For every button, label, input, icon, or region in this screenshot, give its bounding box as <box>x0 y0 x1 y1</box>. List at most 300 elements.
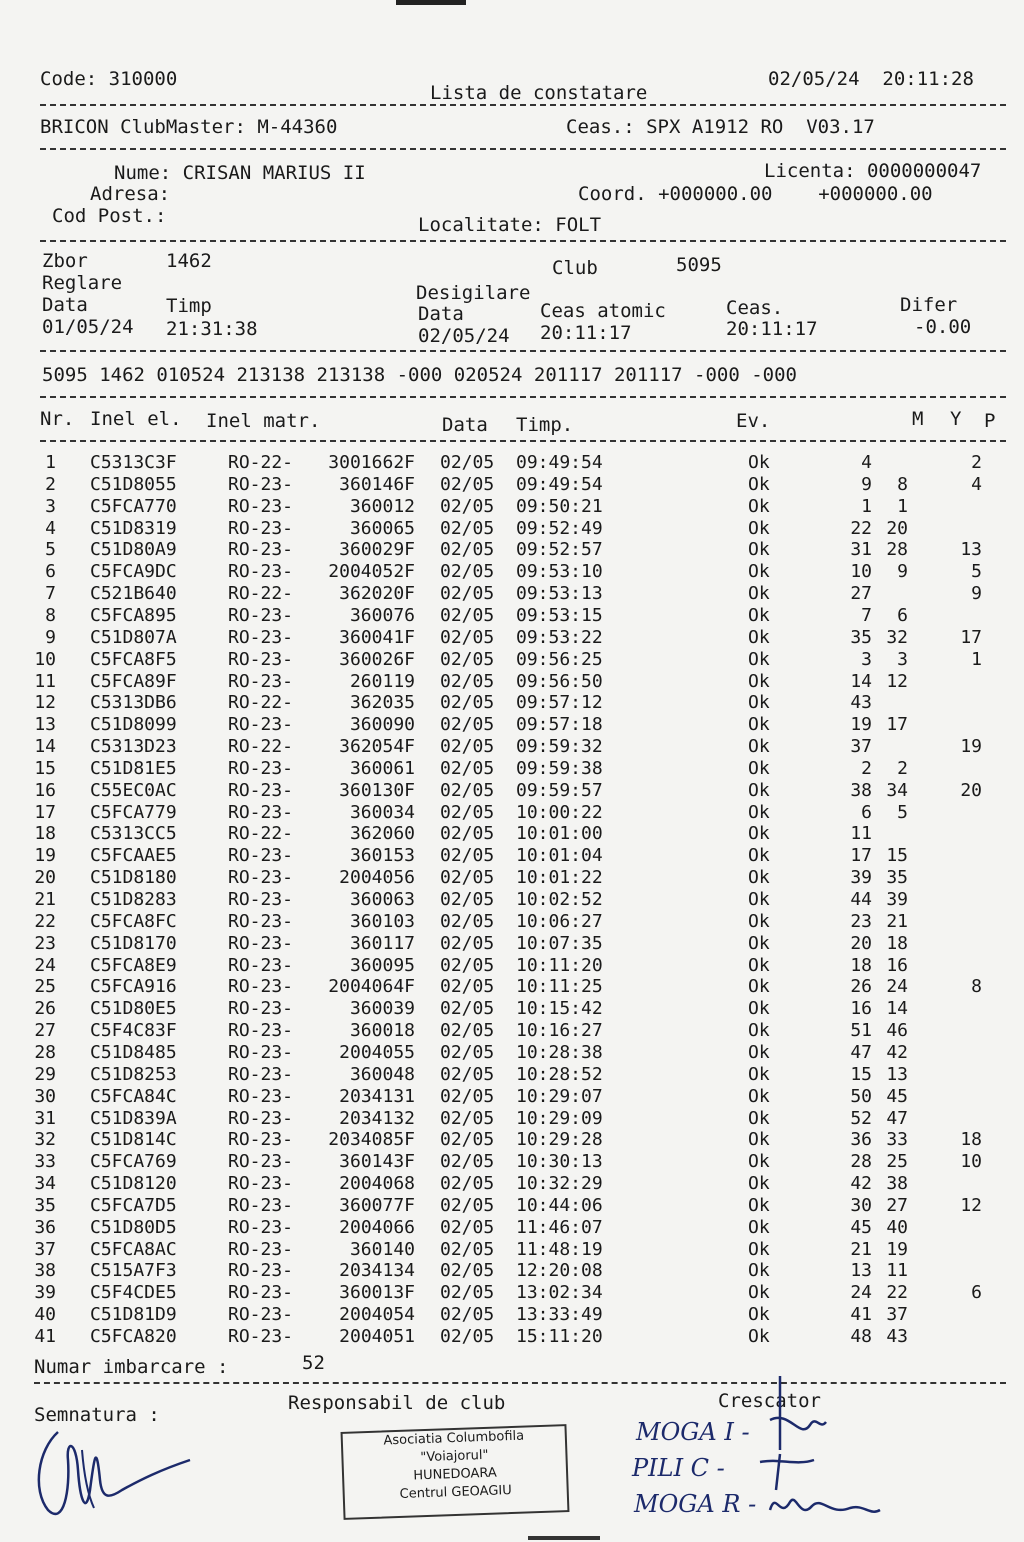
cell-y: 19 <box>886 1238 908 1260</box>
cell-p: 13 <box>960 539 982 561</box>
cell-nr: 9 <box>45 626 56 648</box>
cell-m: 20 <box>850 932 872 954</box>
cell-ev: Ok <box>748 1063 770 1085</box>
cell-m: 10 <box>850 561 872 583</box>
cell-data: 02/05 <box>440 1216 495 1238</box>
cell-m: 38 <box>850 779 872 801</box>
cell-el: C51D81E5 <box>90 757 177 779</box>
cell-nr: 34 <box>34 1173 56 1195</box>
cell-timp: 09:59:57 <box>516 779 603 801</box>
clock-info: Ceas.: SPX A1912 RO V03.17 <box>566 116 875 138</box>
cell-nr: 3 <box>45 495 56 517</box>
cell-timp: 10:44:06 <box>516 1194 603 1216</box>
stamp-line: HUNEDOARA <box>413 1465 498 1484</box>
cell-el: C5FCA8E9 <box>90 954 177 976</box>
cell-data: 02/05 <box>440 495 495 517</box>
cell-data: 02/05 <box>440 1107 495 1129</box>
divider <box>40 396 1006 398</box>
cell-m: 9 <box>861 473 872 495</box>
cell-pref: RO-22- <box>228 583 294 605</box>
cell-pref: RO-23- <box>228 539 294 561</box>
cell-nr: 13 <box>34 714 56 736</box>
table-row <box>0 1086 1024 1108</box>
cell-m: 30 <box>850 1194 872 1216</box>
cell-y: 3 <box>897 648 908 670</box>
cell-p: 17 <box>960 626 982 648</box>
cell-el: C51D8180 <box>90 867 177 889</box>
cell-m: 21 <box>850 1238 872 1260</box>
cell-data: 02/05 <box>440 823 495 845</box>
reglare-timp-label: Timp <box>166 295 212 317</box>
table-row <box>0 539 1024 561</box>
cell-nr: 20 <box>34 867 56 889</box>
cell-matr: 360012 <box>349 495 415 517</box>
postcode-label: Cod Post.: <box>52 205 167 227</box>
cell-el: C51D8485 <box>90 1041 177 1063</box>
cell-timp: 13:33:49 <box>516 1304 603 1326</box>
table-row <box>0 780 1024 802</box>
cell-y: 46 <box>886 1020 908 1042</box>
cell-nr: 37 <box>34 1238 56 1260</box>
cell-matr: 360076 <box>349 604 415 626</box>
cell-matr: 360041F <box>339 626 415 648</box>
cell-ev: Ok <box>748 561 770 583</box>
cell-data: 02/05 <box>440 626 495 648</box>
cell-ev: Ok <box>748 801 770 823</box>
cell-el: C5FCA769 <box>90 1151 177 1173</box>
cell-timp: 09:57:12 <box>516 692 603 714</box>
cell-ev: Ok <box>748 932 770 954</box>
print-datetime: 02/05/24 20:11:28 <box>768 68 974 90</box>
cell-data: 02/05 <box>440 845 495 867</box>
ceas-label: Ceas. <box>726 297 784 319</box>
cell-el: C5F4CDE5 <box>90 1282 177 1304</box>
cell-el: C5313CC5 <box>90 823 177 845</box>
cell-m: 41 <box>850 1304 872 1326</box>
table-row <box>0 1151 1024 1173</box>
col-inel-el: Inel el. <box>90 408 182 430</box>
table-row <box>0 1326 1024 1348</box>
cell-data: 02/05 <box>440 932 495 954</box>
cell-nr: 36 <box>34 1216 56 1238</box>
coordinates: Coord. +000000.00 +000000.00 <box>578 183 933 205</box>
handwritten-line: PILI C - <box>632 1454 725 1482</box>
cell-timp: 09:59:38 <box>516 757 603 779</box>
cell-nr: 22 <box>34 910 56 932</box>
cell-p: 20 <box>960 779 982 801</box>
cell-y: 43 <box>886 1326 908 1347</box>
cell-el: C51D8055 <box>90 473 177 495</box>
cell-matr: 360061 <box>349 757 415 779</box>
cell-timp: 10:01:00 <box>516 823 603 845</box>
cell-nr: 7 <box>45 583 56 605</box>
cell-m: 1 <box>861 495 872 517</box>
desigilare-label: Desigilare <box>416 282 531 304</box>
cell-data: 02/05 <box>440 998 495 1020</box>
cell-matr: 360153 <box>349 845 415 867</box>
cell-y: 8 <box>897 473 908 495</box>
table-row <box>0 802 1024 824</box>
cell-pref: RO-23- <box>228 1304 294 1326</box>
cell-m: 14 <box>850 670 872 692</box>
divider <box>40 440 1006 442</box>
table-row <box>0 1042 1024 1064</box>
cell-pref: RO-23- <box>228 604 294 626</box>
cell-data: 02/05 <box>440 539 495 561</box>
cell-m: 47 <box>850 1041 872 1063</box>
col-nr: Nr. <box>40 408 75 430</box>
cell-y: 2 <box>897 757 908 779</box>
cell-m: 31 <box>850 539 872 561</box>
table-row <box>0 496 1024 518</box>
code-label: Code: 310000 <box>40 68 178 90</box>
cell-matr: 2004064F <box>328 976 415 998</box>
cell-pref: RO-23- <box>228 889 294 910</box>
cell-pref: RO-23- <box>228 954 294 976</box>
cell-y: 42 <box>886 1041 908 1063</box>
cell-m: 42 <box>850 1173 872 1195</box>
cell-y: 40 <box>886 1216 908 1238</box>
table-row <box>0 649 1024 671</box>
table-row <box>0 955 1024 977</box>
semnatura-label: Semnatura : <box>34 1404 160 1426</box>
cell-nr: 8 <box>45 604 56 626</box>
cell-ev: Ok <box>748 1129 770 1151</box>
cell-matr: 2004051 <box>339 1326 415 1347</box>
table-row <box>0 1217 1024 1239</box>
reglare-data-label: Data <box>42 294 88 316</box>
cell-data: 02/05 <box>440 1304 495 1326</box>
cell-matr: 360026F <box>339 648 415 670</box>
cell-pref: RO-23- <box>228 1216 294 1238</box>
cell-m: 36 <box>850 1129 872 1151</box>
cell-data: 02/05 <box>440 736 495 758</box>
cell-data: 02/05 <box>440 517 495 539</box>
cell-data: 02/05 <box>440 889 495 910</box>
cell-pref: RO-23- <box>228 626 294 648</box>
reglare-timp: 21:31:38 <box>166 318 258 340</box>
cell-ev: Ok <box>748 692 770 714</box>
cell-ev: Ok <box>748 539 770 561</box>
cell-timp: 13:02:34 <box>516 1282 603 1304</box>
cell-timp: 09:53:15 <box>516 604 603 626</box>
table-row <box>0 452 1024 474</box>
cell-m: 4 <box>861 452 872 473</box>
cell-matr: 360034 <box>349 801 415 823</box>
cell-data: 02/05 <box>440 1282 495 1304</box>
table-row <box>0 583 1024 605</box>
cell-m: 45 <box>850 1216 872 1238</box>
cell-ev: Ok <box>748 976 770 998</box>
cell-timp: 10:07:35 <box>516 932 603 954</box>
cell-nr: 29 <box>34 1063 56 1085</box>
cell-timp: 10:11:20 <box>516 954 603 976</box>
cell-matr: 360146F <box>339 473 415 495</box>
cell-nr: 14 <box>34 736 56 758</box>
cell-el: C51D80A9 <box>90 539 177 561</box>
cell-data: 02/05 <box>440 1085 495 1107</box>
cell-data: 02/05 <box>440 1063 495 1085</box>
cell-m: 35 <box>850 626 872 648</box>
cell-matr: 2004054 <box>339 1304 415 1326</box>
cell-pref: RO-23- <box>228 1129 294 1151</box>
table-row <box>0 933 1024 955</box>
cell-el: C5FCA8FC <box>90 910 177 932</box>
ceas-value: 20:11:17 <box>726 318 818 340</box>
cell-nr: 25 <box>34 976 56 998</box>
cell-ev: Ok <box>748 1194 770 1216</box>
license: Licenta: 0000000047 <box>764 160 982 182</box>
handwritten-line: MOGA R - <box>634 1490 757 1518</box>
cell-m: 15 <box>850 1063 872 1085</box>
cell-matr: 362054F <box>339 736 415 758</box>
cell-m: 27 <box>850 583 872 605</box>
cell-pref: RO-23- <box>228 1063 294 1085</box>
table-row <box>0 889 1024 911</box>
difer-label: Difer <box>900 294 958 316</box>
cell-m: 43 <box>850 692 872 714</box>
cell-y: 20 <box>886 517 908 539</box>
handwritten-signatures <box>740 1370 890 1530</box>
cell-pref: RO-23- <box>228 714 294 736</box>
table-row <box>0 474 1024 496</box>
cell-matr: 360130F <box>339 779 415 801</box>
cell-data: 02/05 <box>440 670 495 692</box>
cell-m: 6 <box>861 801 872 823</box>
address-label: Adresa: <box>90 183 171 205</box>
cell-ev: Ok <box>748 452 770 473</box>
owner-name: Nume: CRISAN MARIUS II <box>114 162 366 184</box>
cell-data: 02/05 <box>440 583 495 605</box>
cell-timp: 10:01:04 <box>516 845 603 867</box>
cell-m: 11 <box>850 823 872 845</box>
col-data: Data <box>442 414 488 436</box>
cell-m: 7 <box>861 604 872 626</box>
cell-pref: RO-23- <box>228 1041 294 1063</box>
table-row <box>0 561 1024 583</box>
cell-y: 18 <box>886 932 908 954</box>
cell-matr: 360039 <box>349 998 415 1020</box>
cell-data: 02/05 <box>440 692 495 714</box>
cell-matr: 2034131 <box>339 1085 415 1107</box>
cell-nr: 33 <box>34 1151 56 1173</box>
col-timp: Timp. <box>516 414 574 436</box>
cell-data: 02/05 <box>440 714 495 736</box>
cell-el: C51D839A <box>90 1107 177 1129</box>
cell-pref: RO-23- <box>228 779 294 801</box>
cell-timp: 10:15:42 <box>516 998 603 1020</box>
cell-p: 4 <box>971 473 982 495</box>
cell-y: 21 <box>886 910 908 932</box>
table-row <box>0 1260 1024 1282</box>
cell-y: 37 <box>886 1304 908 1326</box>
cell-pref: RO-23- <box>228 473 294 495</box>
cell-el: C5FCA779 <box>90 801 177 823</box>
cell-nr: 10 <box>34 648 56 670</box>
signature-scribble <box>30 1420 200 1530</box>
cell-el: C5313DB6 <box>90 692 177 714</box>
cell-timp: 10:01:22 <box>516 867 603 889</box>
cell-timp: 09:59:32 <box>516 736 603 758</box>
cell-data: 02/05 <box>440 976 495 998</box>
cell-el: C5FCA770 <box>90 495 177 517</box>
cell-ev: Ok <box>748 714 770 736</box>
cell-pref: RO-23- <box>228 495 294 517</box>
divider <box>40 104 1006 106</box>
cell-pref: RO-23- <box>228 757 294 779</box>
table-row <box>0 998 1024 1020</box>
cell-timp: 09:49:54 <box>516 473 603 495</box>
cell-data: 02/05 <box>440 604 495 626</box>
cell-timp: 10:29:07 <box>516 1085 603 1107</box>
cell-matr: 360063 <box>349 889 415 910</box>
cell-nr: 6 <box>45 561 56 583</box>
cell-m: 22 <box>850 517 872 539</box>
cell-pref: RO-23- <box>228 1085 294 1107</box>
reglare-label: Reglare <box>42 272 123 294</box>
cell-data: 02/05 <box>440 1326 495 1347</box>
cell-ev: Ok <box>748 583 770 605</box>
cell-timp: 11:48:19 <box>516 1238 603 1260</box>
cell-matr: 2004068 <box>339 1173 415 1195</box>
cell-ev: Ok <box>748 823 770 845</box>
cell-data: 02/05 <box>440 1129 495 1151</box>
cell-ev: Ok <box>748 1151 770 1173</box>
cell-m: 48 <box>850 1326 872 1347</box>
cell-nr: 32 <box>34 1129 56 1151</box>
table-row <box>0 714 1024 736</box>
responsabil-label: Responsabil de club <box>288 1392 506 1414</box>
cell-timp: 09:53:10 <box>516 561 603 583</box>
cell-el: C51D8120 <box>90 1173 177 1195</box>
cell-ev: Ok <box>748 495 770 517</box>
cell-y: 27 <box>886 1194 908 1216</box>
cell-y: 47 <box>886 1107 908 1129</box>
cell-pref: RO-22- <box>228 692 294 714</box>
locality: Localitate: FOLT <box>418 214 602 236</box>
cell-pref: RO-23- <box>228 670 294 692</box>
cell-el: C5313C3F <box>90 452 177 473</box>
cell-p: 1 <box>971 648 982 670</box>
cell-matr: 2004052F <box>328 561 415 583</box>
cell-timp: 10:02:52 <box>516 889 603 910</box>
cell-data: 02/05 <box>440 1020 495 1042</box>
cell-el: C51D814C <box>90 1129 177 1151</box>
cell-y: 24 <box>886 976 908 998</box>
table-row <box>0 1239 1024 1261</box>
table-row <box>0 758 1024 780</box>
cell-timp: 10:16:27 <box>516 1020 603 1042</box>
cell-ev: Ok <box>748 1326 770 1347</box>
zbor-value: 1462 <box>166 250 212 272</box>
cell-p: 6 <box>971 1282 982 1304</box>
cell-pref: RO-23- <box>228 1238 294 1260</box>
cell-matr: 362060 <box>349 823 415 845</box>
cell-data: 02/05 <box>440 954 495 976</box>
cell-el: C51D8283 <box>90 889 177 910</box>
cell-pref: RO-23- <box>228 648 294 670</box>
cell-nr: 11 <box>34 670 56 692</box>
cell-pref: RO-22- <box>228 823 294 845</box>
col-m: M <box>912 408 924 430</box>
cell-ev: Ok <box>748 473 770 495</box>
cell-nr: 31 <box>34 1107 56 1129</box>
cell-m: 18 <box>850 954 872 976</box>
cell-matr: 360077F <box>339 1194 415 1216</box>
cell-pref: RO-22- <box>228 452 294 473</box>
cell-data: 02/05 <box>440 452 495 473</box>
cell-y: 11 <box>886 1260 908 1282</box>
cell-nr: 28 <box>34 1041 56 1063</box>
zbor-label: Zbor <box>42 250 88 272</box>
cell-m: 23 <box>850 910 872 932</box>
stamp-line: "Voiajorul" <box>420 1447 489 1466</box>
cell-y: 12 <box>886 670 908 692</box>
cell-y: 32 <box>886 626 908 648</box>
cell-ev: Ok <box>748 648 770 670</box>
divider <box>40 350 1006 352</box>
cell-ev: Ok <box>748 1173 770 1195</box>
cell-matr: 360140 <box>349 1238 415 1260</box>
table-row <box>0 1129 1024 1151</box>
cell-data: 02/05 <box>440 910 495 932</box>
cell-y: 9 <box>897 561 908 583</box>
cell-nr: 30 <box>34 1085 56 1107</box>
stamp-line: Asociatia Columbofila <box>383 1428 525 1449</box>
cell-ev: Ok <box>748 1041 770 1063</box>
cell-el: C51D81D9 <box>90 1304 177 1326</box>
cell-el: C51D8099 <box>90 714 177 736</box>
cell-pref: RO-23- <box>228 1194 294 1216</box>
cell-y: 14 <box>886 998 908 1020</box>
club-stamp <box>341 1424 570 1520</box>
cell-ev: Ok <box>748 1260 770 1282</box>
cell-m: 19 <box>850 714 872 736</box>
cell-timp: 15:11:20 <box>516 1326 603 1347</box>
cell-el: C51D807A <box>90 626 177 648</box>
cell-matr: 360117 <box>349 932 415 954</box>
cell-m: 16 <box>850 998 872 1020</box>
cell-matr: 360143F <box>339 1151 415 1173</box>
cell-m: 3 <box>861 648 872 670</box>
col-ev: Ev. <box>736 410 771 432</box>
cell-el: C55EC0AC <box>90 779 177 801</box>
cell-y: 5 <box>897 801 908 823</box>
cell-el: C515A7F3 <box>90 1260 177 1282</box>
cell-p: 19 <box>960 736 982 758</box>
cell-ev: Ok <box>748 1085 770 1107</box>
cell-timp: 10:29:09 <box>516 1107 603 1129</box>
cell-ev: Ok <box>748 1282 770 1304</box>
cell-matr: 2004055 <box>339 1041 415 1063</box>
cell-pref: RO-23- <box>228 867 294 889</box>
cell-pref: RO-23- <box>228 976 294 998</box>
cell-timp: 09:50:21 <box>516 495 603 517</box>
cell-ev: Ok <box>748 1020 770 1042</box>
cell-pref: RO-23- <box>228 1020 294 1042</box>
table-row <box>0 1020 1024 1042</box>
cell-nr: 40 <box>34 1304 56 1326</box>
cell-y: 6 <box>897 604 908 626</box>
imbarcare-value: 52 <box>302 1352 325 1374</box>
cell-data: 02/05 <box>440 1194 495 1216</box>
cell-m: 17 <box>850 845 872 867</box>
cell-timp: 10:11:25 <box>516 976 603 998</box>
cell-y: 39 <box>886 889 908 910</box>
col-y: Y <box>950 408 962 430</box>
cell-nr: 27 <box>34 1020 56 1042</box>
cell-y: 17 <box>886 714 908 736</box>
